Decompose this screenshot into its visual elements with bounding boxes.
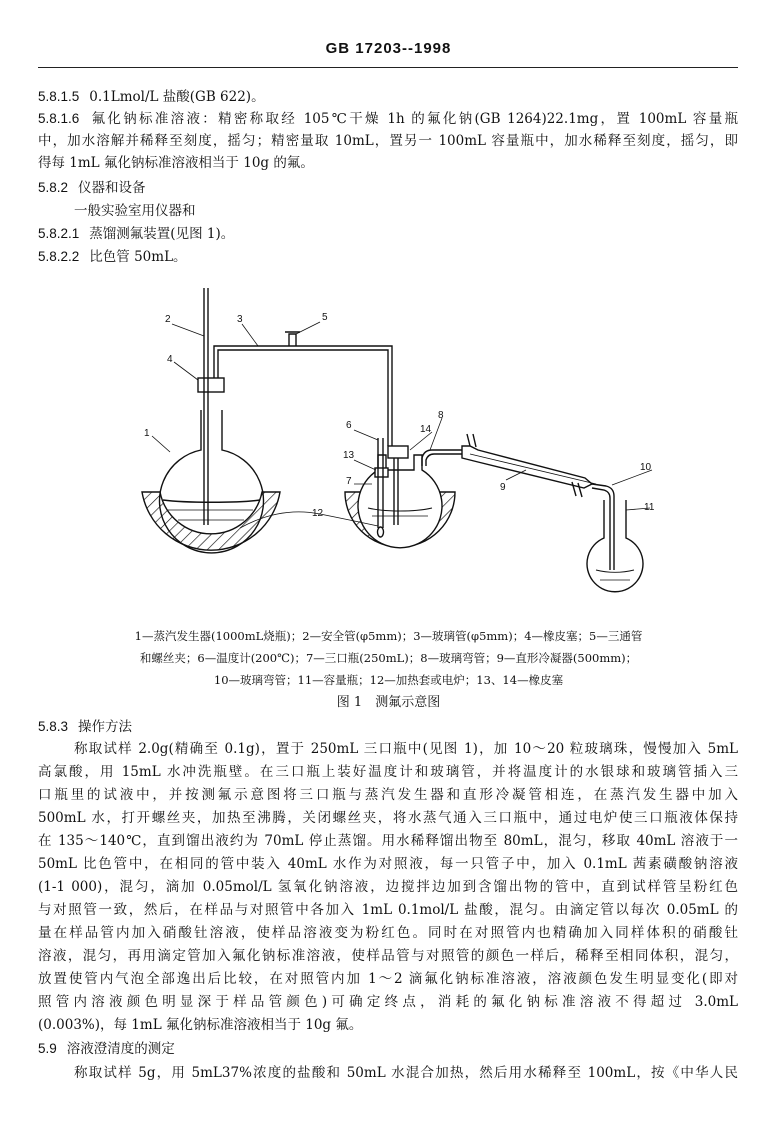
para-5-8-1-6-line3: 得每 1mL 氟化钠标准溶液相当于 10g 的氟。: [38, 155, 314, 171]
figure-caption-line1: 1—蒸汽发生器(1000mL烧瓶)；2—安全管(φ5mm)；3—玻璃管(φ5mm)；4—橡皮塞；5—三通管: [134, 629, 643, 643]
label-12: 12: [312, 508, 324, 519]
label-2: 2: [165, 314, 171, 325]
label-8: 8: [438, 410, 444, 421]
para-5-8-1-6-line1: [38, 108, 738, 130]
rubber-stopper-14: [388, 446, 408, 458]
label-6: 6: [346, 420, 352, 431]
rubber-stopper-13: [375, 468, 388, 477]
heading-title: 仪器和设备: [78, 180, 146, 196]
safety-tube: [204, 288, 208, 525]
clause-text: 比色管 50mL。: [89, 249, 187, 265]
bent-tube-10: [592, 484, 614, 570]
clause-number: 5.8.3: [38, 719, 69, 734]
body-line: 高氯酸，用 15mL 水冲洗瓶壁。在三口瓶上装好温度计和玻璃管，并将温度计的水银球和玻璃管插入三: [38, 764, 738, 780]
clause-number: 5.9: [38, 1041, 57, 1056]
body-line: 口瓶里的试液中，并按测氟示意图将三口瓶与蒸汽发生器和直形冷凝管相连，在蒸汽发生器中加入: [38, 787, 738, 803]
clause-text: 蒸馏测氟装置(见图 1)。: [89, 226, 235, 242]
label-10: 10: [640, 462, 652, 473]
label-11: 11: [644, 502, 655, 513]
para-5-8-2-sub: 一般实验室用仪器和: [74, 203, 196, 219]
body-line: 50mL 比色管中，在相同的管中装入 40mL 水作为对照液，每一只管子中，加入 0.1mL 茜素磺酸钠溶液: [38, 856, 738, 872]
tee-clamp: [285, 332, 300, 346]
clause-number: 5.8.2: [38, 180, 69, 195]
label-14: 14: [420, 424, 432, 435]
clause-number: 5.8.1.5: [38, 89, 80, 104]
volumetric-flask: [587, 500, 643, 592]
para-5-8-2-2: [38, 246, 738, 268]
header-rule: [38, 67, 738, 68]
clause-number: 5.8.2.2: [38, 249, 80, 264]
body-line: (0.003%)，每 1mL 氟化钠标准溶液相当于 10g 氟。: [38, 1017, 363, 1033]
label-4: 4: [167, 354, 173, 365]
heading-title: 操作方法: [78, 719, 133, 735]
body-line: 与对照管一致，然后，在样品与对照管中各加入 1mL 0.1mol/L 盐酸，混匀。由滴定管以每次 0.05mL 的: [38, 902, 738, 918]
label-9: 9: [500, 482, 506, 493]
three-neck-flask: [358, 455, 442, 548]
clause-number: 5.8.1.6: [38, 111, 80, 126]
heading-5-8-3: [38, 716, 738, 738]
clause-text: 0.1Lmol/L 盐酸(GB 622)。: [89, 89, 265, 105]
para-5-8-2-1: [38, 223, 738, 245]
body-line: 称取试样 5g，用 5mL37%浓度的盐酸和 50mL 水混合加热，然后用水稀释至 100mL，按《中华人民: [74, 1065, 738, 1081]
body-line: 500mL 水，打开螺丝夹，加热至沸腾，关闭螺丝夹，将水蒸气通入三口瓶中，通过电炉使三口瓶液体保持: [38, 810, 738, 826]
rubber-stopper-4: [198, 378, 224, 392]
body-line: (1-1 000)，混匀，滴加 0.05mol/L 氢氧化钠溶液，边搅拌边加到含馏出物的管中，直到试样管呈粉红色: [38, 879, 738, 895]
glass-tube-3: [214, 346, 392, 446]
heading-title: 溶液澄清度的测定: [66, 1041, 175, 1057]
distillation-apparatus-diagram: [0, 270, 777, 625]
figure-caption-line3: 10—玻璃弯管；11—容量瓶；12—加热套或电炉；13、14—橡皮塞: [213, 673, 564, 687]
heading-5-8-2: [38, 177, 738, 199]
body-line: 放置使管内气泡全部逸出后比较，在对照管内加 1～2 滴氟化钠标准溶液，溶液颜色发生明显变化(即对: [38, 971, 738, 987]
body-line: 溶液，混匀，再用滴定管加入氟化钠标准溶液，使样品管与对照管的颜色一样后，稀释至相同体积，混匀，: [38, 948, 738, 964]
label-7: 7: [346, 476, 352, 487]
label-5: 5: [322, 312, 328, 323]
label-3: 3: [237, 314, 243, 325]
clause-number: 5.8.2.1: [38, 226, 80, 241]
figure-caption-line2: 和螺丝夹；6—温度计(200℃)；7—三口瓶(250mL)；8—玻璃弯管；9—直形冷凝器(500mm)；: [139, 651, 638, 665]
heading-5-9: [38, 1038, 738, 1060]
body-line: 照管内溶液颜色明显深于样品管颜色)可确定终点，消耗的氟化钠标准溶液不得超过 3.0mL: [38, 994, 738, 1010]
standard-header: GB 17203--1998: [325, 40, 452, 57]
para-5-8-1-5: [38, 86, 738, 108]
label-13: 13: [343, 450, 355, 461]
condenser: [462, 446, 592, 488]
bent-tube-8: [422, 450, 466, 466]
para-5-8-1-6-line2: 中，加水溶解并稀释至刻度，摇匀；精密量取 10mL，置另一 100mL 容量瓶中，加水稀释至刻度，摇匀，即: [38, 133, 738, 149]
body-line: 量在样品管内加入硝酸钍溶液，使样品溶液变为粉红色。同时在对照管内也精确加入同样体积的硝酸钍: [38, 925, 738, 941]
figure-title: 图 1 测氟示意图: [336, 695, 441, 710]
body-line: 称取试样 2.0g(精确至 0.1g)，置于 250mL 三口瓶中(见图 1)，加 10～20 粒玻璃珠，慢慢加入 5mL: [74, 741, 738, 757]
label-1: 1: [144, 428, 150, 439]
clause-text: 氟化钠标准溶液：精密称取经 105℃干燥 1h 的氟化钠(GB 1264)22.1mg，置 100mL 容量瓶: [89, 111, 738, 127]
body-line: 在 135～140℃，直到馏出液约为 70mL 停止蒸馏。用水稀释馏出物至 80mL，混匀，移取 40mL 溶液于一: [38, 833, 738, 849]
steam-generator-water: [163, 500, 260, 502]
